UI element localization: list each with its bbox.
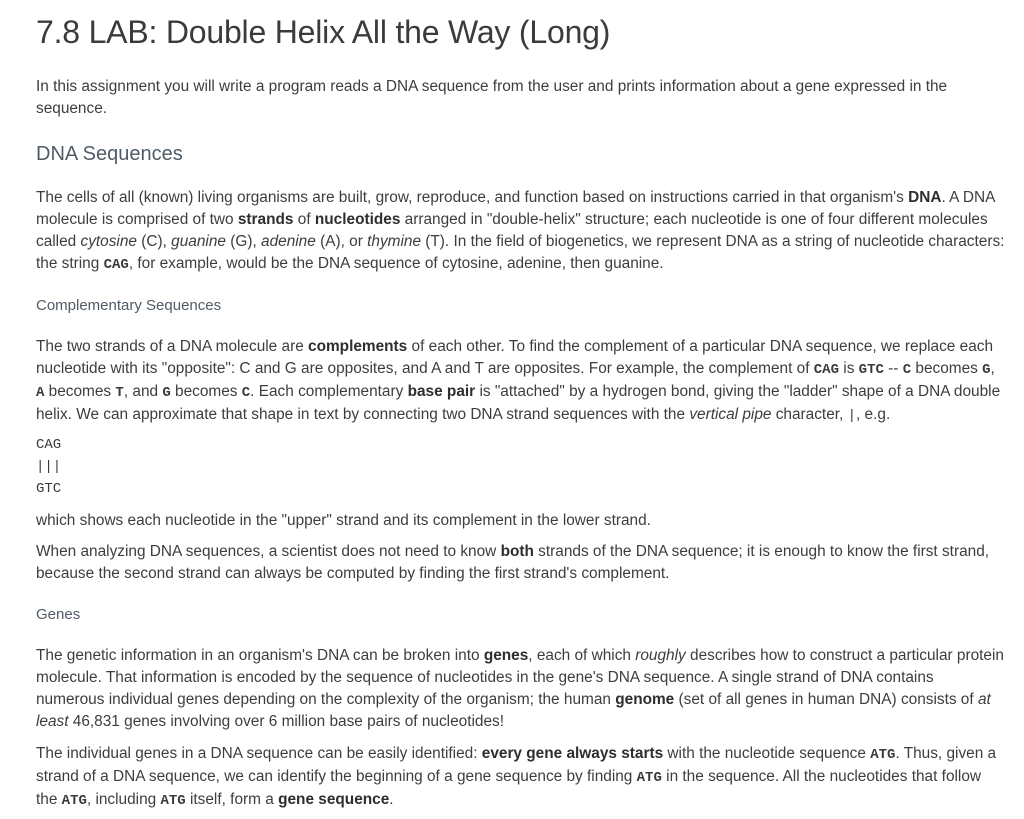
term-dna: DNA	[908, 189, 942, 206]
term-complements: complements	[308, 338, 408, 355]
heading-complementary-sequences: Complementary Sequences	[36, 297, 222, 314]
page-title: 7.8 LAB: Double Helix All the Way (Long)	[36, 14, 611, 50]
term-nucleotides: nucleotides	[314, 211, 401, 228]
code-cag: CAG	[103, 257, 129, 273]
heading-genes: Genes	[36, 606, 81, 623]
example-explanation: which shows each nucleotide in the "upper" strand and its complement in the lower strand.	[36, 512, 651, 529]
term-base-pair: base pair	[407, 383, 476, 400]
term-strands: strands	[237, 211, 294, 228]
genes-paragraph: The genetic information in an organism's DNA can be broken into genes, each of which roughly describes how to construct a particular protein molecule. That information is encoded by the sequence of nucleotides in the gene's DNA sequence. A single strand of DNA contains numerous individual genes depending on the complexity of the organism; the human genome (set of all genes in human DNA) consists of at least 46,831 genes involving over 6 million base pairs of nucleotides!	[36, 647, 1004, 730]
term-every-gene-starts: every gene always starts	[481, 745, 664, 762]
example-upper-strand: CAG	[36, 437, 62, 453]
term-both: both	[500, 543, 534, 560]
term-genes: genes	[483, 647, 529, 664]
both-strands-paragraph: When analyzing DNA sequences, a scientist does not need to know both strands of the DNA sequence; it is enough to know the first strand, because the second strand can always be computed by finding the first strand's complement.	[36, 543, 990, 582]
intro-paragraph: In this assignment you will write a program reads a DNA sequence from the user and prints information about a gene expressed in the sequence.	[36, 78, 948, 117]
complement-paragraph: The two strands of a DNA molecule are complements of each other. To find the complement of a particular DNA sequence, we replace each nucleotide with its "opposite": C and G are opposites, and A and T are opposites. For example, the complement of CAG is GTC -- C becomes G, A becomes T, and G becomes C. Each complementary base pair is "attached" by a hydrogen bond, giving the "ladder" shape of a DNA double helix. We can approximate that shape in text by connecting two DNA strand sequences with the vertical pipe character, |, e.g.	[36, 338, 1001, 424]
heading-dna-sequences: DNA Sequences	[36, 143, 183, 165]
example-lower-strand: GTC	[36, 481, 62, 497]
example-pipes: |||	[36, 459, 62, 475]
term-genome: genome	[615, 691, 675, 708]
dna-paragraph: The cells of all (known) living organisms are built, grow, reproduce, and function based on instructions carried in that organism's DNA. A DNA molecule is comprised of two strands of nucleotides arranged in "double-helix" structure; each nucleotide is one of four different molecules called cytosine (C), guanine (G), adenine (A), or thymine (T). In the field of biogenetics, we represent DNA as a string of nucleotide characters: the string CAG, for example, would be the DNA sequence of cytosine, adenine, then guanine.	[36, 189, 1005, 273]
gene-start-paragraph: The individual genes in a DNA sequence can be easily identified: every gene always starts with the nucleotide sequence ATG. Thus, given a strand of a DNA sequence, we can identify the beginning of a gene sequence by finding ATG in the sequence. All the nucleotides that follow the ATG, including ATG itself, form a gene sequence.	[36, 745, 997, 809]
term-gene-sequence: gene sequence	[278, 791, 390, 808]
